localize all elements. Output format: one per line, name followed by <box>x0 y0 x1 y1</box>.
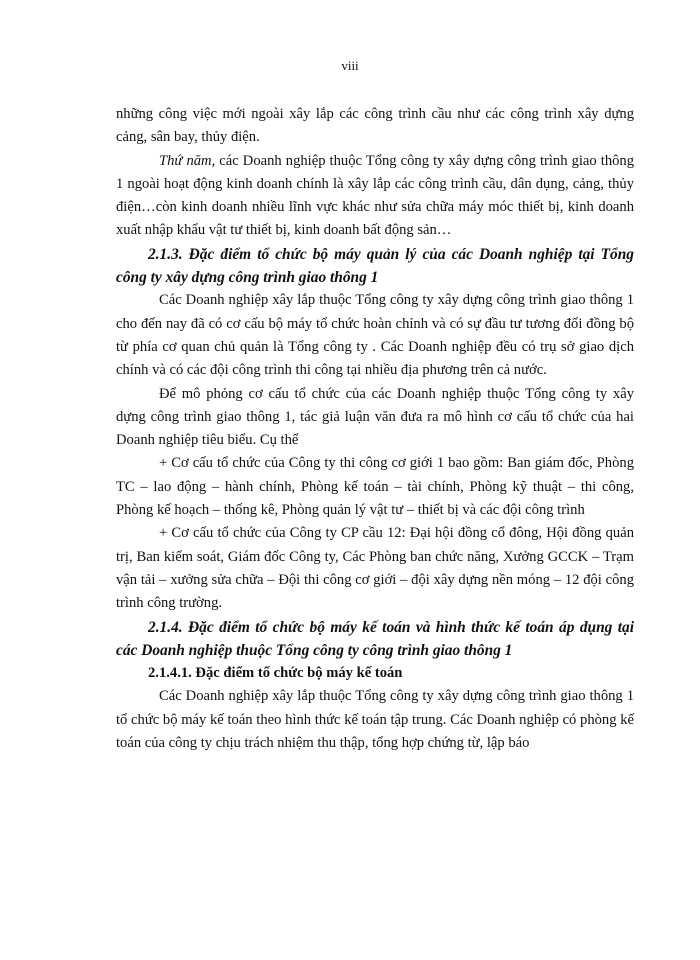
paragraph-text: các Doanh nghiệp thuộc Tổng công ty xây dựng công trình giao thông 1 ngoài hoạt động kinh doanh chính là xây lắp các công trình cầu, dân dụng, cảng, thủy điện…còn kinh doanh nhiều lĩnh vực khác như sửa chữa máy móc thiết bị, kinh doanh xuất nhập khẩu vật tư thiết bị, kinh doanh bất động sản… <box>116 152 635 239</box>
section-heading-2-1-3: 2.1.3. Đặc điểm tổ chức bộ máy quản lý của các Doanh nghiệp tại Tổng công ty xây dựng công trình giao thông 1 <box>116 245 634 287</box>
document-body <box>116 103 634 755</box>
list-item-company-2: + Cơ cấu tổ chức của Công ty CP cầu 12: Đại hội đồng cổ đông, Hội đồng quản trị, Ban kiểm soát, Giám đốc Công ty, Các Phòng ban chức năng, Xưởng GCCK – Trạm vận tải – xưởng sửa chữa – Đội thi công cơ giới – đội xây dựng nền móng – 12 đội công trình công trường. <box>116 525 634 612</box>
subsection-heading-2-1-4-1: 2.1.4.1. Đặc điểm tổ chức bộ máy kế toán <box>148 665 403 682</box>
section-heading-2-1-4: 2.1.4. Đặc điểm tổ chức bộ máy kế toán và hình thức kế toán áp dụng tại các Doanh nghiệp thuộc Tổng công ty công trình giao thông 1 <box>116 618 634 659</box>
page-number: viii <box>341 58 359 73</box>
paragraph-lead-italic: Thứ năm, <box>159 152 216 169</box>
paragraph-model: Để mô phỏng cơ cấu tổ chức của các Doanh nghiệp thuộc Tổng công ty xây dựng công trình giao thông 1, tác giả luận văn đưa ra mô hình cơ cấu tổ chức của hai Doanh nghiệp tiêu biểu. Cụ thể <box>116 385 634 449</box>
paragraph-continuation: những công việc mới ngoài xây lắp các công trình cầu như các công trình xây dựng cảng, sân bay, thủy điện. <box>116 106 634 146</box>
list-item-company-1: + Cơ cấu tổ chức của Công ty thi công cơ giới 1 bao gồm: Ban giám đốc, Phòng TC – lao động – hành chính, Phòng kế toán – tài chính, Phòng kỹ thuật – thi công, Phòng kế hoạch – thống kê, Phòng quản lý vật tư – thiết bị và các đội công trình <box>116 455 634 519</box>
paragraph-organization: Các Doanh nghiệp xây lắp thuộc Tổng công ty xây dựng công trình giao thông 1 cho đến nay đã có cơ cấu bộ máy tổ chức hoàn chỉnh và có sự đầu tư tương đối đồng bộ từ phía cơ quan chủ quản là Tổng công ty . Các Doanh nghiệp đều có trụ sở giao dịch chính và có các đội công trình thi công tại nhiều địa phương trên cả nước. <box>116 292 634 379</box>
paragraph-accounting: Các Doanh nghiệp xây lắp thuộc Tổng công ty xây dựng công trình giao thông 1 tổ chức bộ máy kế toán theo hình thức kế toán tập trung. Các Doanh nghiệp có phòng kế toán của công ty chịu trách nhiệm thu thập, tổng hợp chứng từ, lập báo <box>116 688 634 752</box>
paragraph-thu-nam <box>116 150 634 243</box>
